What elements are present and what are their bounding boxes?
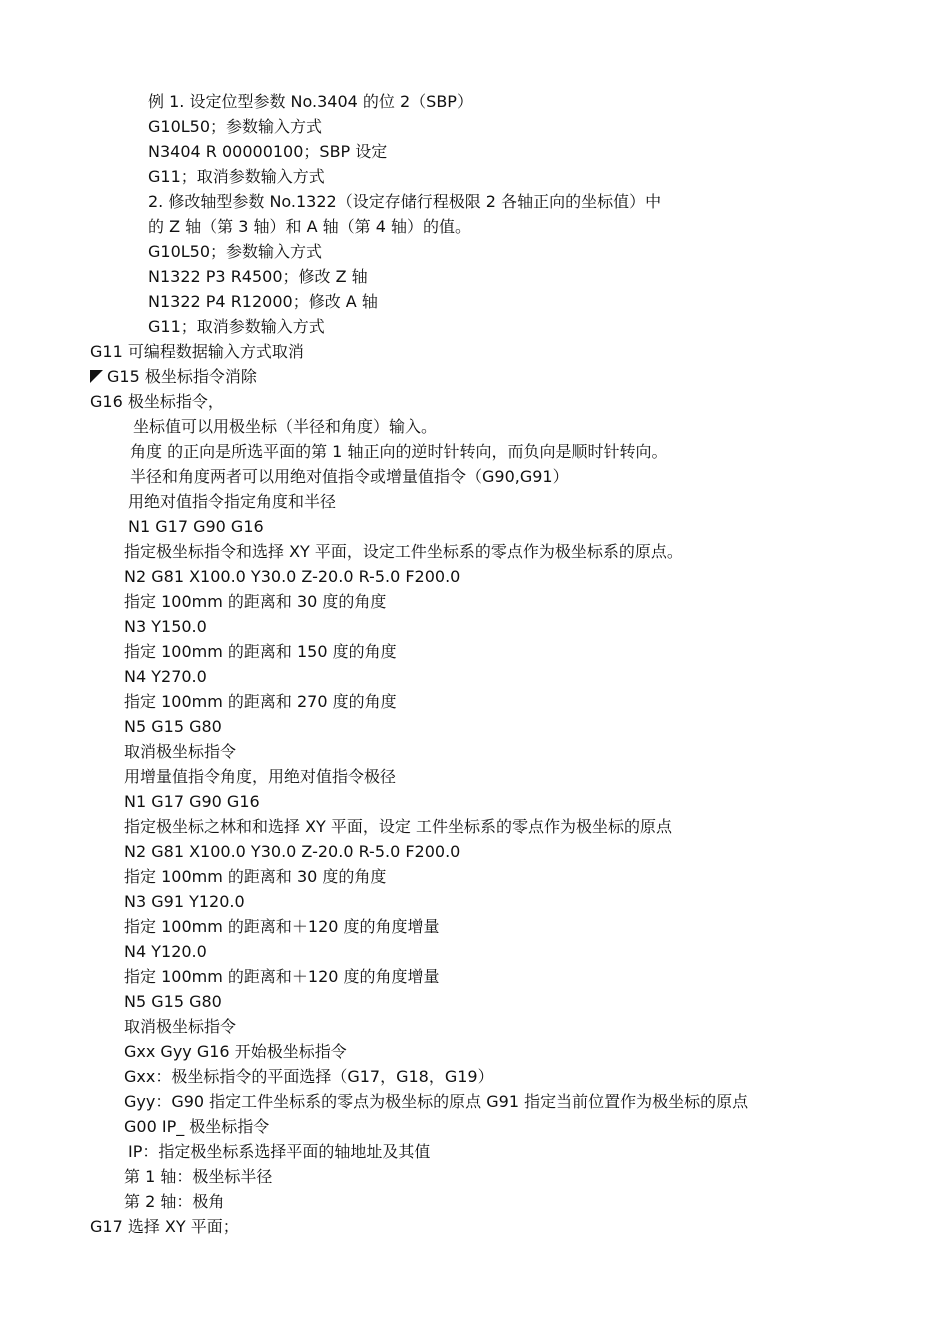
text-line: G15 极坐标指令消除 xyxy=(107,367,257,386)
text-line: N3 Y150.0 xyxy=(124,617,207,636)
text-line: 指定 100mm 的距离和 150 度的角度 xyxy=(124,642,397,661)
text-line: 半径和角度两者可以用绝对值指令或增量值指令（G90,G91） xyxy=(130,467,569,486)
text-line: 第 2 轴：极角 xyxy=(124,1192,225,1211)
text-line: N1 G17 G90 G16 xyxy=(124,792,260,811)
text-line: 指定 100mm 的距离和 30 度的角度 xyxy=(124,867,387,886)
text-line: 例 1. 设定位型参数 No.3404 的位 2（SBP） xyxy=(148,92,473,111)
text-line: 的 Z 轴（第 3 轴）和 A 轴（第 4 轴）的值。 xyxy=(148,217,471,236)
text-line: 指定极坐标之林和和选择 XY 平面，设定 工件坐标系的零点作为极坐标的原点 xyxy=(124,817,672,836)
text-line: N3404 R 00000100；SBP 设定 xyxy=(148,142,388,161)
text-line: 第 1 轴：极坐标半径 xyxy=(124,1167,273,1186)
text-line: 取消极坐标指令 xyxy=(124,1017,237,1036)
text-line: N4 Y270.0 xyxy=(124,667,207,686)
text-line: G17 选择 XY 平面； xyxy=(90,1217,239,1236)
text-line: N5 G15 G80 xyxy=(124,992,222,1011)
text-line-with-marker xyxy=(90,365,257,389)
text-line: 用增量值指令角度，用绝对值指令极径 xyxy=(124,767,397,786)
text-line: 指定 100mm 的距离和 270 度的角度 xyxy=(124,692,397,711)
text-line: 2. 修改轴型参数 No.1322（设定存储行程极限 2 各轴正向的坐标值）中 xyxy=(148,192,662,211)
text-line: N4 Y120.0 xyxy=(124,942,207,961)
text-line: Gxx：极坐标指令的平面选择（G17，G18，G19） xyxy=(124,1067,494,1086)
text-line: N1322 P4 R12000；修改 A 轴 xyxy=(148,292,378,311)
text-line: G11；取消参数输入方式 xyxy=(148,167,325,186)
text-line: G16 极坐标指令， xyxy=(90,392,224,411)
text-line: 取消极坐标指令 xyxy=(124,742,237,761)
text-line: N5 G15 G80 xyxy=(124,717,222,736)
text-line: G10L50；参数输入方式 xyxy=(148,117,323,136)
corner-marker-icon xyxy=(90,370,103,383)
text-line: 用绝对值指令指定角度和半径 xyxy=(128,492,337,511)
text-line: 指定 100mm 的距离和＋120 度的角度增量 xyxy=(124,967,440,986)
text-line: IP：指定极坐标系选择平面的轴地址及其值 xyxy=(128,1142,431,1161)
text-line: N2 G81 X100.0 Y30.0 Z-20.0 R-5.0 F200.0 xyxy=(124,567,461,586)
text-line: G00 IP_ 极坐标指令 xyxy=(124,1117,270,1136)
text-line: N1 G17 G90 G16 xyxy=(128,517,264,536)
text-line: 角度 的正向是所选平面的第 1 轴正向的逆时针转向，而负向是顺时针转向。 xyxy=(130,442,668,461)
text-line: Gyy：G90 指定工件坐标系的零点为极坐标的原点 G91 指定当前位置作为极坐标的原点 xyxy=(124,1092,749,1111)
text-line: N2 G81 X100.0 Y30.0 Z-20.0 R-5.0 F200.0 xyxy=(124,842,461,861)
text-line: 指定极坐标指令和选择 XY 平面，设定工件坐标系的零点作为极坐标系的原点。 xyxy=(124,542,683,561)
text-line: N3 G91 Y120.0 xyxy=(124,892,245,911)
text-line: G11；取消参数输入方式 xyxy=(148,317,325,336)
text-line: 坐标值可以用极坐标（半径和角度）输入。 xyxy=(133,417,438,436)
text-line: N1322 P3 R4500；修改 Z 轴 xyxy=(148,267,368,286)
text-line: G10L50；参数输入方式 xyxy=(148,242,323,261)
text-line: 指定 100mm 的距离和 30 度的角度 xyxy=(124,592,387,611)
text-line: G11 可编程数据输入方式取消 xyxy=(90,342,304,361)
text-line: Gxx Gyy G16 开始极坐标指令 xyxy=(124,1042,347,1061)
text-line: 指定 100mm 的距离和＋120 度的角度增量 xyxy=(124,917,440,936)
